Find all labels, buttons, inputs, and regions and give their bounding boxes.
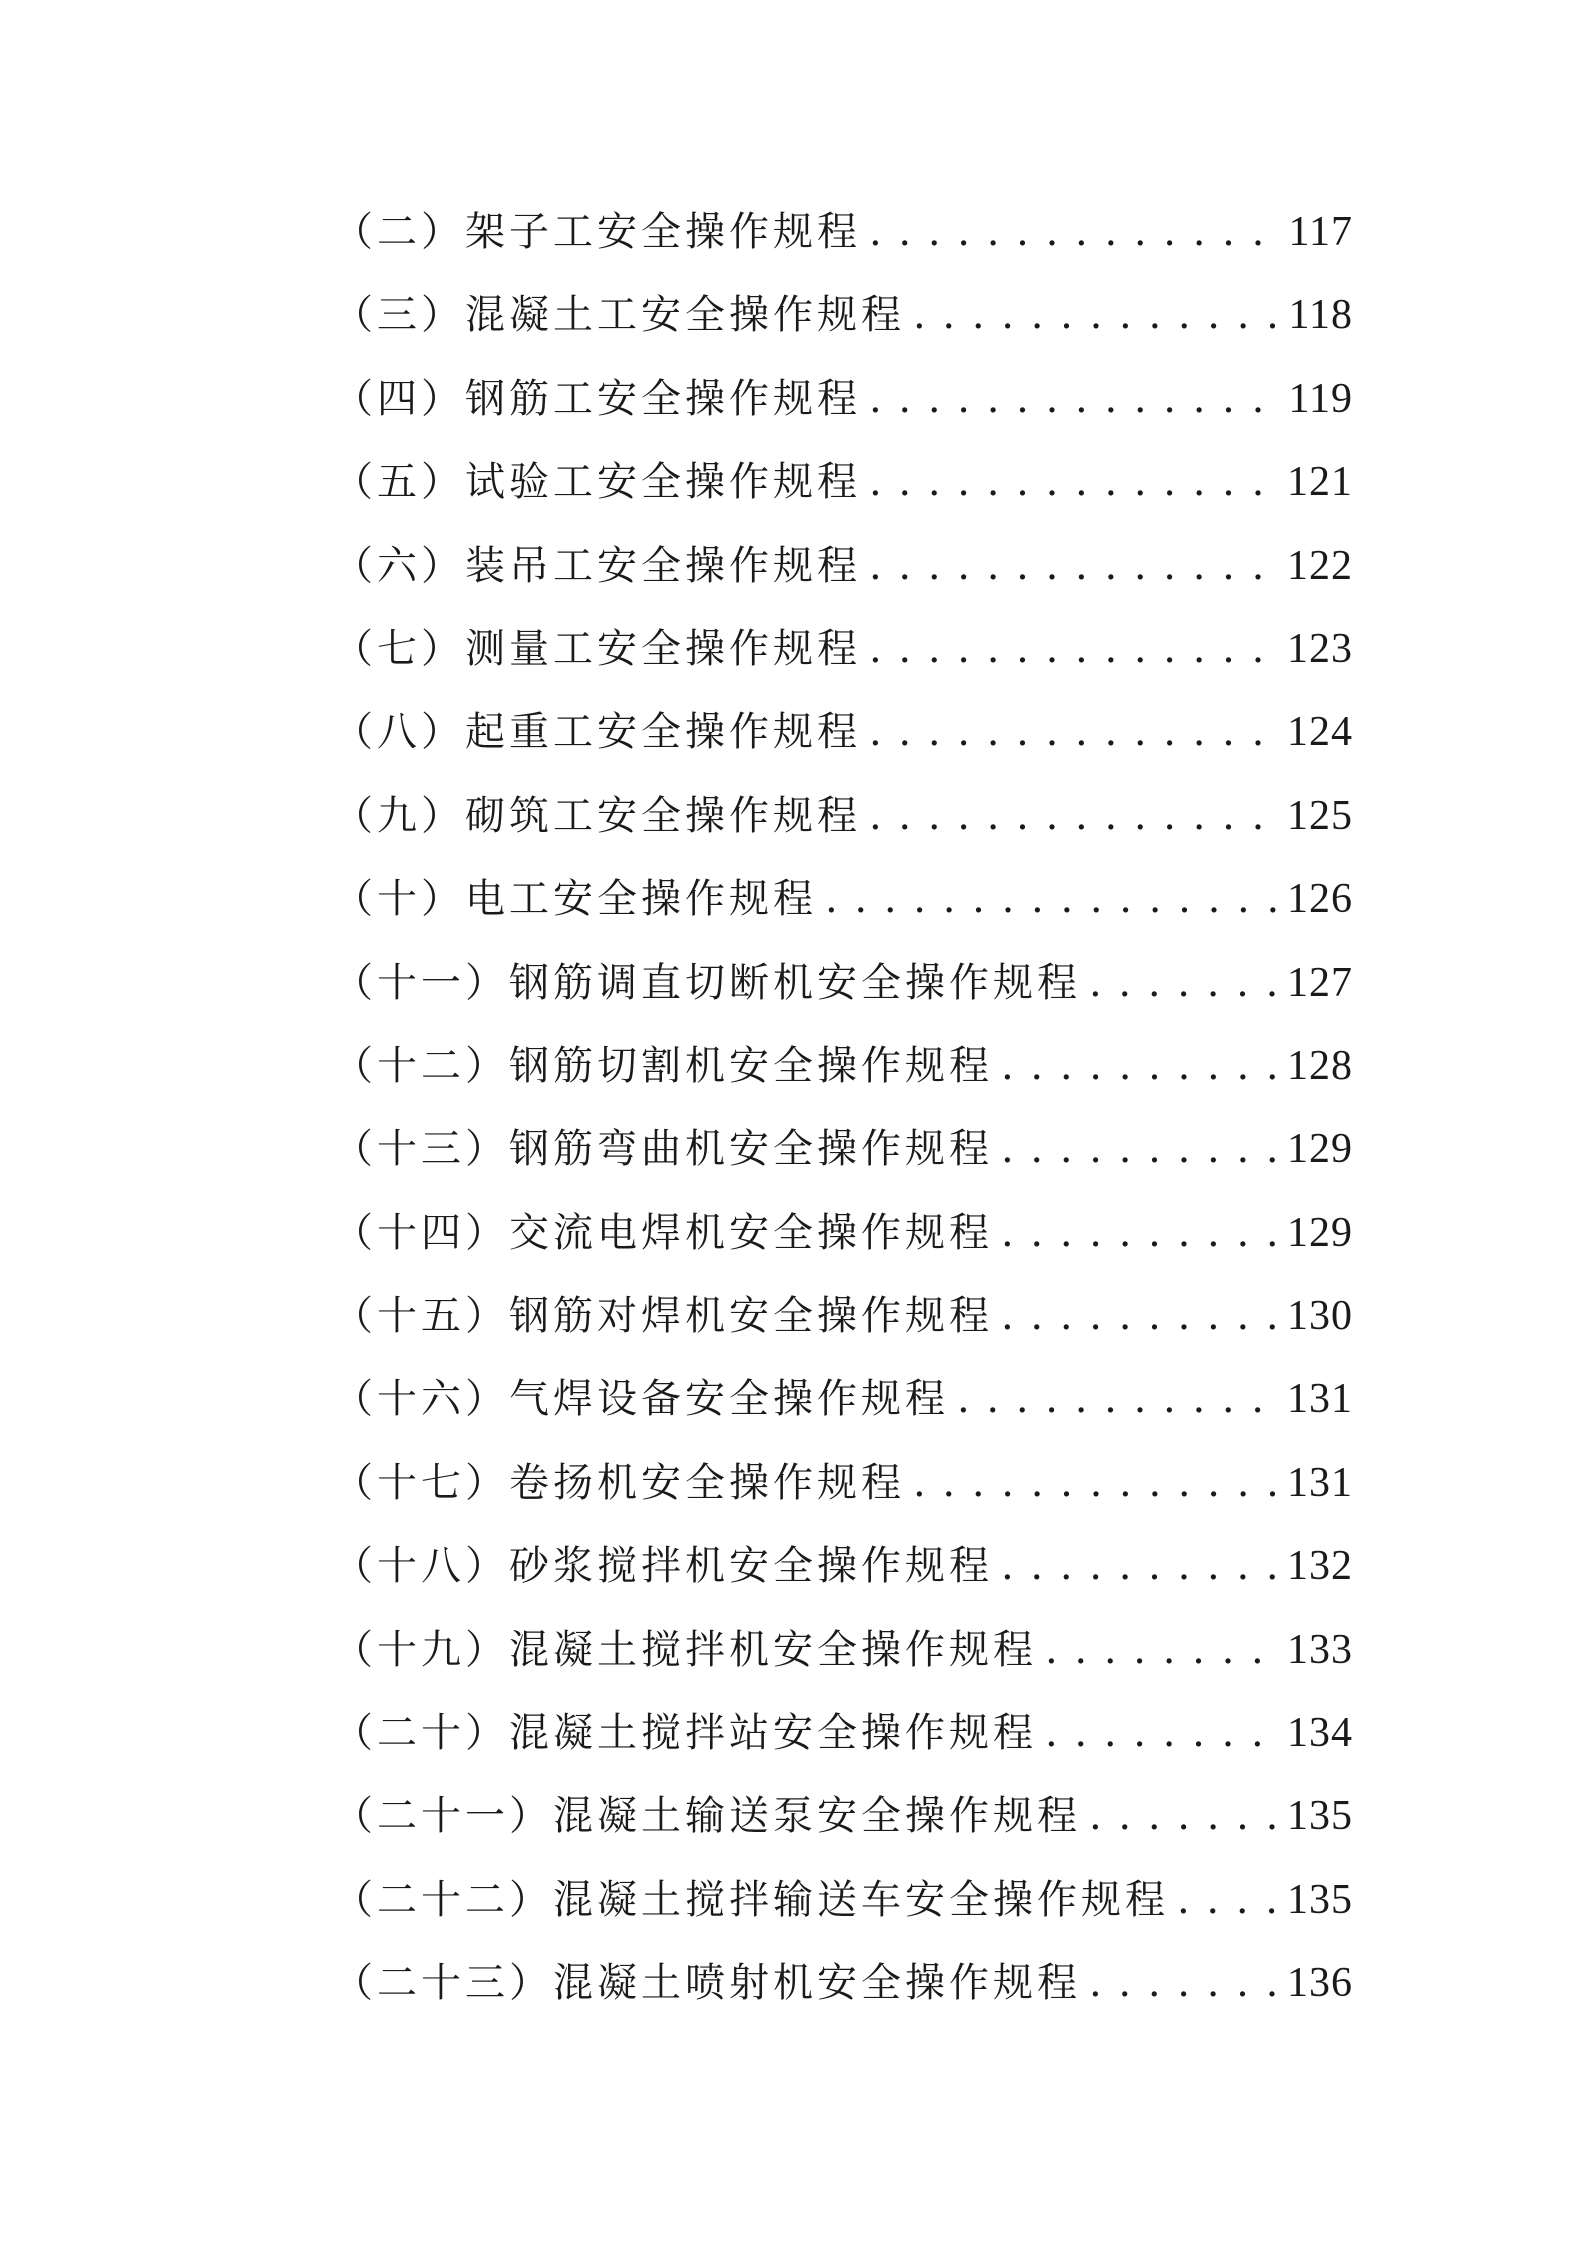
toc-leader-dots bbox=[869, 376, 1283, 422]
toc-entry-title: （二十二）混凝土搅拌输送车安全操作规程 bbox=[333, 1876, 1169, 1923]
toc-entry[interactable] bbox=[333, 617, 1353, 700]
toc-leader-dots bbox=[1089, 960, 1281, 1006]
toc-entry[interactable] bbox=[333, 367, 1353, 450]
toc-page-number: 129 bbox=[1287, 1126, 1353, 1173]
toc-page-number: 135 bbox=[1287, 1876, 1353, 1923]
toc-entry[interactable] bbox=[333, 1034, 1353, 1117]
toc-entry-title: （十一）钢筋调直切断机安全操作规程 bbox=[333, 959, 1081, 1006]
toc-entry-title: （五）试验工安全操作规程 bbox=[333, 459, 861, 506]
toc-entry-title: （十四）交流电焊机安全操作规程 bbox=[333, 1209, 993, 1256]
toc-entry-title: （九）砌筑工安全操作规程 bbox=[333, 792, 861, 839]
toc-page-number: 135 bbox=[1287, 1793, 1353, 1840]
toc-entry-title: （十六）气焊设备安全操作规程 bbox=[333, 1376, 949, 1423]
toc-leader-dots bbox=[1001, 1126, 1281, 1172]
toc-leader-dots bbox=[869, 209, 1283, 255]
toc-entry[interactable] bbox=[333, 534, 1353, 617]
toc-leader-dots bbox=[869, 543, 1281, 589]
toc-entry-title: （十三）钢筋弯曲机安全操作规程 bbox=[333, 1126, 993, 1173]
toc-page-number: 124 bbox=[1287, 709, 1353, 756]
toc-leader-dots bbox=[1001, 1543, 1281, 1589]
toc-entry-title: （十五）钢筋对焊机安全操作规程 bbox=[333, 1293, 993, 1340]
toc-page-number: 122 bbox=[1287, 542, 1353, 589]
toc-entry-title: （十二）钢筋切割机安全操作规程 bbox=[333, 1042, 993, 1089]
toc-leader-dots bbox=[1045, 1710, 1281, 1756]
toc-leader-dots bbox=[869, 626, 1281, 672]
toc-entry[interactable] bbox=[333, 1534, 1353, 1617]
toc-entry[interactable] bbox=[333, 784, 1353, 867]
toc-page-number: 125 bbox=[1287, 792, 1353, 839]
toc-leader-dots bbox=[1001, 1293, 1281, 1339]
toc-entry-title: （七）测量工安全操作规程 bbox=[333, 625, 861, 672]
toc-entry[interactable] bbox=[333, 450, 1353, 533]
toc-entry-title: （二十）混凝土搅拌站安全操作规程 bbox=[333, 1710, 1037, 1757]
toc-page-number: 131 bbox=[1287, 1459, 1353, 1506]
toc-leader-dots bbox=[1001, 1210, 1281, 1256]
toc-leader-dots bbox=[869, 793, 1281, 839]
toc-entry-title: （十）电工安全操作规程 bbox=[333, 876, 817, 923]
toc-entry[interactable] bbox=[333, 1618, 1353, 1701]
toc-page-number: 133 bbox=[1287, 1626, 1353, 1673]
toc-page-number: 131 bbox=[1287, 1376, 1353, 1423]
toc-entry[interactable] bbox=[333, 1367, 1353, 1450]
toc-page-number: 117 bbox=[1288, 209, 1353, 255]
toc-leader-dots bbox=[825, 876, 1281, 922]
toc-page-number: 119 bbox=[1288, 375, 1353, 422]
toc-entry[interactable] bbox=[333, 1701, 1353, 1784]
toc-leader-dots bbox=[869, 459, 1281, 505]
toc-page-number: 134 bbox=[1287, 1710, 1353, 1757]
toc-leader-dots bbox=[913, 292, 1283, 338]
toc-entry-title: （三）混凝土工安全操作规程 bbox=[333, 292, 905, 339]
toc-page-number: 126 bbox=[1287, 876, 1353, 923]
toc-entry-title: （八）起重工安全操作规程 bbox=[333, 709, 861, 756]
toc-page-number: 136 bbox=[1287, 1960, 1353, 2007]
toc-page-number: 118 bbox=[1288, 292, 1353, 339]
toc-entry-title: （十七）卷扬机安全操作规程 bbox=[333, 1459, 905, 1506]
toc-leader-dots bbox=[1089, 1793, 1281, 1839]
toc-entry[interactable] bbox=[333, 1201, 1353, 1284]
table-of-contents bbox=[333, 200, 1353, 2035]
toc-leader-dots bbox=[957, 1376, 1281, 1422]
toc-entry[interactable] bbox=[333, 951, 1353, 1034]
toc-entry-title: （十九）混凝土搅拌机安全操作规程 bbox=[333, 1626, 1037, 1673]
toc-page-number: 128 bbox=[1287, 1042, 1353, 1089]
toc-entry[interactable] bbox=[333, 200, 1353, 283]
toc-page-number: 132 bbox=[1287, 1543, 1353, 1590]
toc-leader-dots bbox=[913, 1460, 1281, 1506]
toc-page-number: 121 bbox=[1287, 459, 1353, 506]
toc-page-number: 130 bbox=[1287, 1293, 1353, 1340]
toc-entry-title: （四）钢筋工安全操作规程 bbox=[333, 375, 861, 422]
toc-entry[interactable] bbox=[333, 1784, 1353, 1867]
toc-entry-title: （二十一）混凝土输送泵安全操作规程 bbox=[333, 1793, 1081, 1840]
toc-entry[interactable] bbox=[333, 1117, 1353, 1200]
toc-page-number: 123 bbox=[1287, 625, 1353, 672]
toc-entry[interactable] bbox=[333, 1284, 1353, 1367]
toc-page-number: 127 bbox=[1287, 959, 1353, 1006]
toc-leader-dots bbox=[869, 709, 1281, 755]
toc-entry-title: （十八）砂浆搅拌机安全操作规程 bbox=[333, 1543, 993, 1590]
toc-entry[interactable] bbox=[333, 1868, 1353, 1951]
toc-leader-dots bbox=[1045, 1627, 1281, 1673]
toc-leader-dots bbox=[1001, 1043, 1281, 1089]
toc-entry[interactable] bbox=[333, 1451, 1353, 1534]
toc-entry[interactable] bbox=[333, 867, 1353, 950]
toc-entry-title: （二十三）混凝土喷射机安全操作规程 bbox=[333, 1960, 1081, 2007]
toc-leader-dots bbox=[1177, 1877, 1281, 1923]
toc-entry-title: （二）架子工安全操作规程 bbox=[333, 209, 861, 255]
toc-page-number: 129 bbox=[1287, 1209, 1353, 1256]
toc-entry-title: （六）装吊工安全操作规程 bbox=[333, 542, 861, 589]
toc-entry[interactable] bbox=[333, 700, 1353, 783]
toc-leader-dots bbox=[1089, 1960, 1281, 2006]
toc-entry[interactable] bbox=[333, 283, 1353, 366]
toc-entry[interactable] bbox=[333, 1951, 1353, 2034]
